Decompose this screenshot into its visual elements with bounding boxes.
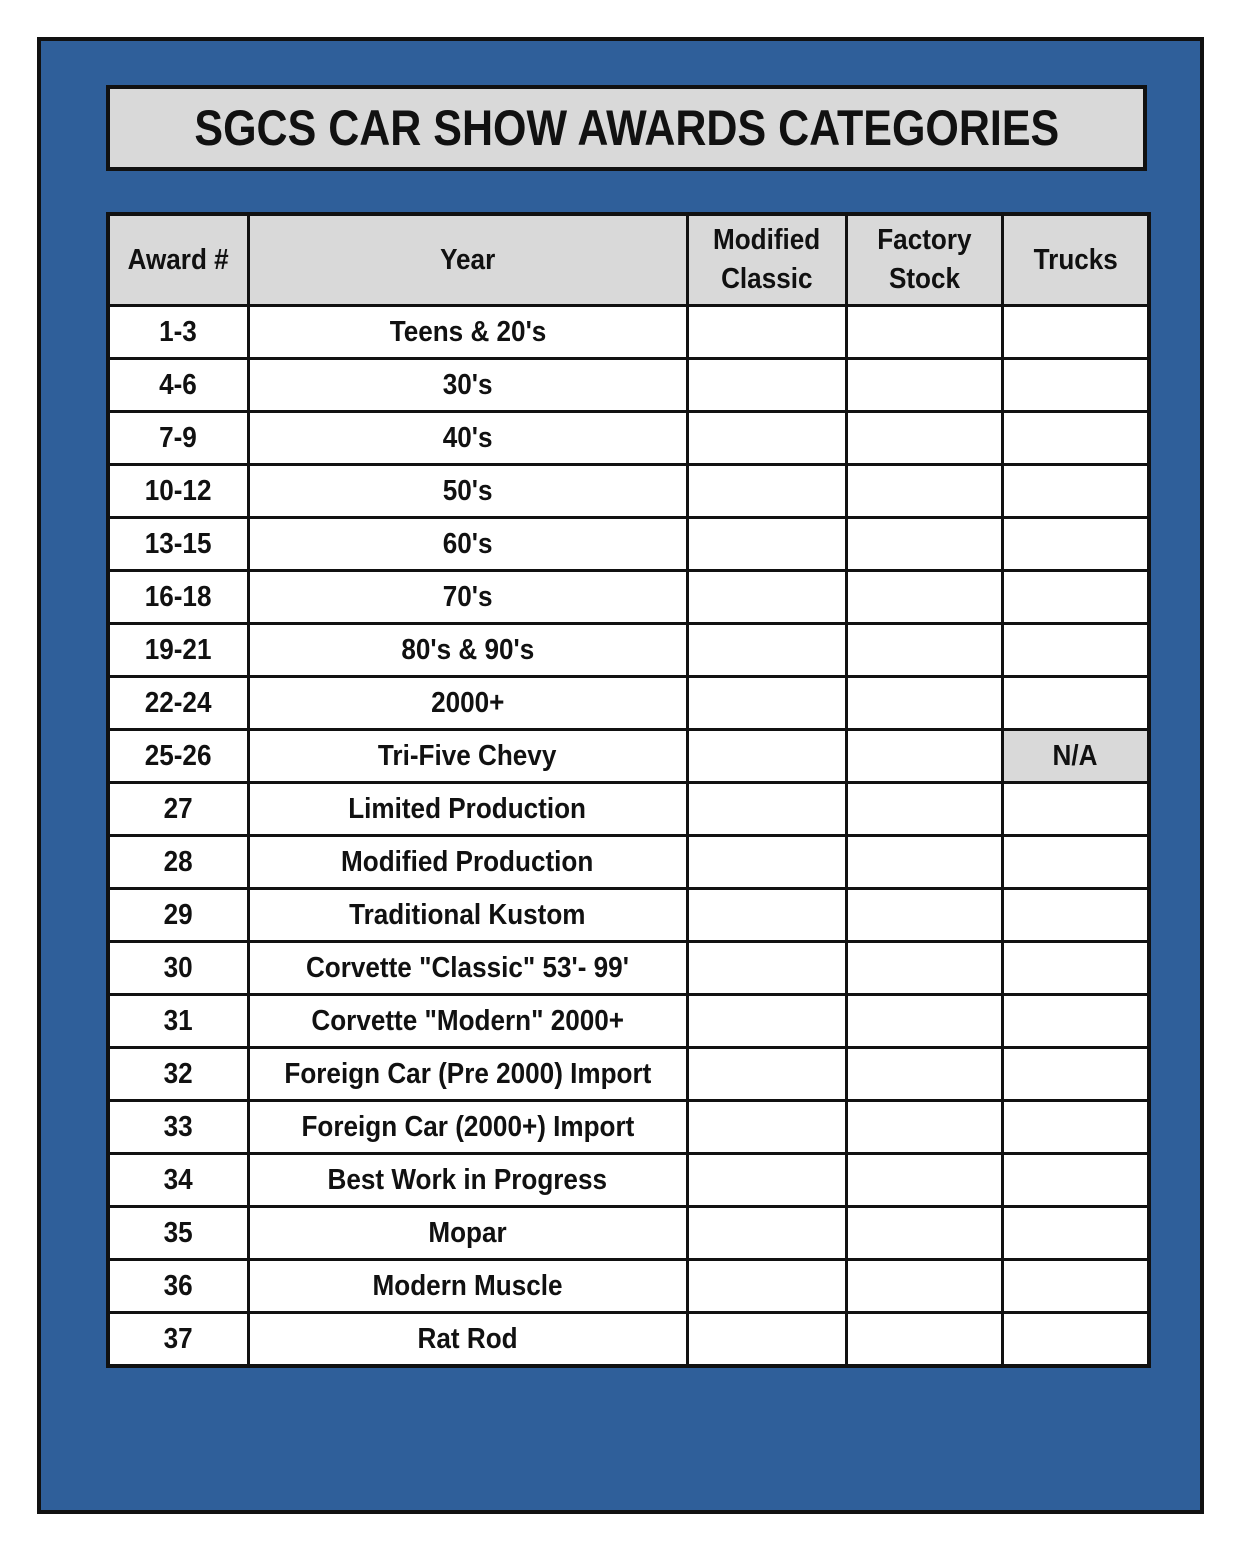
table-row: [108, 1313, 1149, 1367]
trucks-cell: [1002, 1101, 1149, 1154]
category-cell: Limited Production: [248, 783, 687, 836]
trucks-cell: [1002, 359, 1149, 412]
category-cell: Corvette "Classic" 53'- 99': [248, 942, 687, 995]
trucks-cell: [1002, 942, 1149, 995]
award-number-cell: 28: [108, 836, 248, 889]
table-row: [108, 942, 1149, 995]
modified-classic-cell: [687, 677, 846, 730]
award-number-cell: 25-26: [108, 730, 248, 783]
factory-stock-cell: [846, 306, 1002, 359]
award-number-cell: 34: [108, 1154, 248, 1207]
table-row: [108, 995, 1149, 1048]
factory-stock-cell: [846, 889, 1002, 942]
modified-classic-cell: [687, 730, 846, 783]
table-body: [108, 306, 1149, 1367]
table-row: [108, 836, 1149, 889]
category-cell: 40's: [248, 412, 687, 465]
table-header: [108, 214, 1149, 306]
category-cell: Modern Muscle: [248, 1260, 687, 1313]
modified-classic-cell: [687, 1207, 846, 1260]
category-cell: Traditional Kustom: [248, 889, 687, 942]
trucks-cell: [1002, 306, 1149, 359]
awards-table: [106, 212, 1151, 1368]
modified-classic-cell: [687, 995, 846, 1048]
modified-classic-cell: [687, 1154, 846, 1207]
factory-stock-cell: [846, 836, 1002, 889]
category-cell: 80's & 90's: [248, 624, 687, 677]
table-row: [108, 889, 1149, 942]
trucks-cell: [1002, 995, 1149, 1048]
table-row: [108, 306, 1149, 359]
award-number-cell: 7-9: [108, 412, 248, 465]
category-cell: 60's: [248, 518, 687, 571]
modified-classic-cell: [687, 836, 846, 889]
award-number-cell: 16-18: [108, 571, 248, 624]
page-title: SGCS CAR SHOW AWARDS CATEGORIES: [194, 100, 1059, 156]
table-row: [108, 1154, 1149, 1207]
modified-classic-cell: [687, 306, 846, 359]
trucks-cell: [1002, 412, 1149, 465]
trucks-cell: [1002, 624, 1149, 677]
trucks-cell: [1002, 836, 1149, 889]
header-trucks: Trucks: [1002, 214, 1149, 306]
table-row: [108, 1207, 1149, 1260]
trucks-cell: [1002, 1207, 1149, 1260]
table-row: [108, 518, 1149, 571]
factory-stock-cell: [846, 359, 1002, 412]
trucks-cell: [1002, 1260, 1149, 1313]
table-row: [108, 571, 1149, 624]
trucks-cell: [1002, 1154, 1149, 1207]
factory-stock-cell: [846, 624, 1002, 677]
award-number-cell: 32: [108, 1048, 248, 1101]
award-number-cell: 33: [108, 1101, 248, 1154]
trucks-cell: [1002, 518, 1149, 571]
category-cell: Foreign Car (2000+) Import: [248, 1101, 687, 1154]
award-number-cell: 10-12: [108, 465, 248, 518]
factory-stock-cell: [846, 783, 1002, 836]
factory-stock-cell: [846, 518, 1002, 571]
award-number-cell: 37: [108, 1313, 248, 1367]
trucks-cell: N/A: [1002, 730, 1149, 783]
award-number-cell: 13-15: [108, 518, 248, 571]
title-banner: [106, 85, 1147, 171]
table-row: [108, 624, 1149, 677]
factory-stock-cell: [846, 677, 1002, 730]
modified-classic-cell: [687, 1048, 846, 1101]
trucks-cell: [1002, 783, 1149, 836]
trucks-cell: [1002, 571, 1149, 624]
modified-classic-cell: [687, 359, 846, 412]
factory-stock-cell: [846, 1048, 1002, 1101]
table-row: [108, 412, 1149, 465]
table-row: [108, 783, 1149, 836]
category-cell: Modified Production: [248, 836, 687, 889]
award-number-cell: 30: [108, 942, 248, 995]
factory-stock-cell: [846, 1207, 1002, 1260]
factory-stock-cell: [846, 1101, 1002, 1154]
category-cell: Mopar: [248, 1207, 687, 1260]
category-cell: Tri-Five Chevy: [248, 730, 687, 783]
table-row: [108, 677, 1149, 730]
header-modified-classic: Modified Classic: [687, 214, 846, 306]
category-cell: 50's: [248, 465, 687, 518]
table-row: [108, 1048, 1149, 1101]
modified-classic-cell: [687, 783, 846, 836]
category-cell: Corvette "Modern" 2000+: [248, 995, 687, 1048]
award-number-cell: 4-6: [108, 359, 248, 412]
category-cell: Rat Rod: [248, 1313, 687, 1367]
award-number-cell: 36: [108, 1260, 248, 1313]
category-cell: 30's: [248, 359, 687, 412]
award-number-cell: 22-24: [108, 677, 248, 730]
category-cell: Foreign Car (Pre 2000) Import: [248, 1048, 687, 1101]
modified-classic-cell: [687, 571, 846, 624]
award-number-cell: 27: [108, 783, 248, 836]
modified-classic-cell: [687, 889, 846, 942]
modified-classic-cell: [687, 412, 846, 465]
trucks-cell: [1002, 1313, 1149, 1367]
category-cell: 2000+: [248, 677, 687, 730]
modified-classic-cell: [687, 1101, 846, 1154]
factory-stock-cell: [846, 1154, 1002, 1207]
factory-stock-cell: [846, 942, 1002, 995]
factory-stock-cell: [846, 730, 1002, 783]
table-row: [108, 1101, 1149, 1154]
factory-stock-cell: [846, 465, 1002, 518]
trucks-cell: [1002, 465, 1149, 518]
table-row: [108, 359, 1149, 412]
table-row: [108, 465, 1149, 518]
header-row: [108, 214, 1149, 306]
award-number-cell: 29: [108, 889, 248, 942]
category-cell: Best Work in Progress: [248, 1154, 687, 1207]
modified-classic-cell: [687, 624, 846, 677]
trucks-cell: [1002, 677, 1149, 730]
factory-stock-cell: [846, 571, 1002, 624]
award-number-cell: 31: [108, 995, 248, 1048]
award-number-cell: 1-3: [108, 306, 248, 359]
award-number-cell: 19-21: [108, 624, 248, 677]
table-row: [108, 1260, 1149, 1313]
category-cell: Teens & 20's: [248, 306, 687, 359]
modified-classic-cell: [687, 465, 846, 518]
factory-stock-cell: [846, 412, 1002, 465]
header-award-number: Award #: [108, 214, 248, 306]
factory-stock-cell: [846, 995, 1002, 1048]
modified-classic-cell: [687, 942, 846, 995]
category-cell: 70's: [248, 571, 687, 624]
modified-classic-cell: [687, 518, 846, 571]
modified-classic-cell: [687, 1313, 846, 1367]
factory-stock-cell: [846, 1313, 1002, 1367]
table-row: [108, 730, 1149, 783]
trucks-cell: [1002, 1048, 1149, 1101]
header-factory-stock: Factory Stock: [846, 214, 1002, 306]
modified-classic-cell: [687, 1260, 846, 1313]
trucks-cell: [1002, 889, 1149, 942]
factory-stock-cell: [846, 1260, 1002, 1313]
award-number-cell: 35: [108, 1207, 248, 1260]
header-year: Year: [248, 214, 687, 306]
